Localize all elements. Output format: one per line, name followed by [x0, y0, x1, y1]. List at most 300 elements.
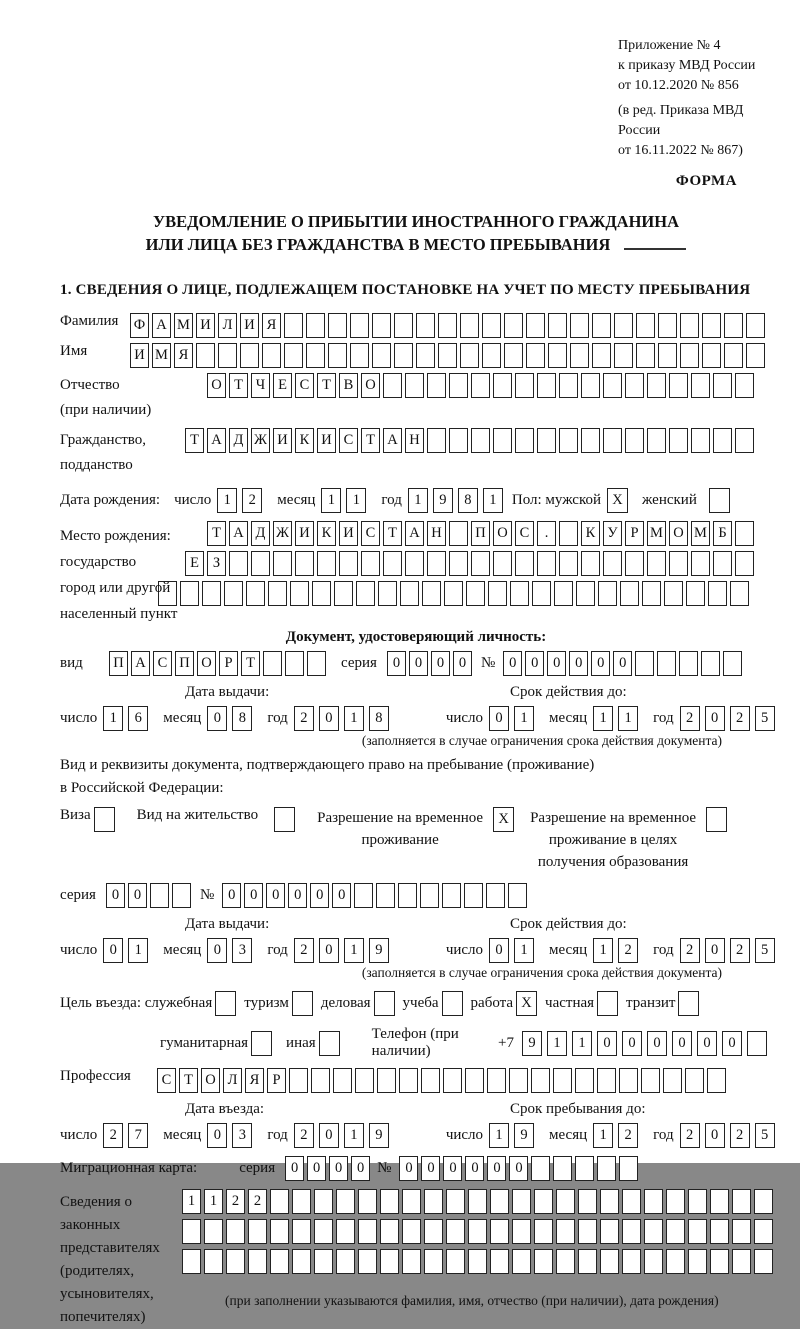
char-cell[interactable]: Н [427, 521, 446, 546]
char-cell[interactable] [307, 651, 326, 676]
char-cell[interactable]: 2 [680, 1123, 700, 1148]
char-cell[interactable] [730, 581, 749, 606]
char-cell[interactable] [622, 1249, 641, 1274]
char-cell[interactable]: 5 [755, 1123, 775, 1148]
checkbox-tourism[interactable] [292, 991, 313, 1016]
char-cell[interactable] [314, 1189, 333, 1214]
char-cell[interactable] [663, 1068, 682, 1093]
char-cell[interactable]: А [229, 521, 248, 546]
char-cell[interactable] [600, 1189, 619, 1214]
char-cell[interactable] [570, 313, 589, 338]
char-cell[interactable]: 0 [705, 938, 725, 963]
char-cell[interactable]: 0 [525, 651, 544, 676]
char-cell[interactable]: 1 [547, 1031, 567, 1056]
char-cell[interactable] [680, 313, 699, 338]
res-issue-day-cells[interactable] [103, 938, 153, 963]
char-cell[interactable] [512, 1249, 531, 1274]
char-cell[interactable] [619, 1068, 638, 1093]
char-cell[interactable]: Р [267, 1068, 286, 1093]
char-cell[interactable]: 0 [244, 883, 263, 908]
checkbox-temp-residence-edu[interactable] [706, 807, 727, 832]
char-cell[interactable]: 8 [458, 488, 478, 513]
char-cell[interactable] [509, 1068, 528, 1093]
char-cell[interactable] [512, 1189, 531, 1214]
mig-number-cells[interactable] [399, 1156, 641, 1181]
char-cell[interactable] [468, 1219, 487, 1244]
char-cell[interactable] [263, 651, 282, 676]
char-cell[interactable] [226, 1219, 245, 1244]
char-cell[interactable]: 0 [591, 651, 610, 676]
char-cell[interactable]: 0 [319, 938, 339, 963]
char-cell[interactable]: А [405, 521, 424, 546]
char-cell[interactable] [405, 551, 424, 576]
citizenship-cells[interactable] [185, 428, 757, 453]
char-cell[interactable] [575, 1156, 594, 1181]
char-cell[interactable]: 2 [226, 1189, 245, 1214]
char-cell[interactable] [600, 1249, 619, 1274]
char-cell[interactable]: 0 [622, 1031, 642, 1056]
char-cell[interactable] [398, 883, 417, 908]
char-cell[interactable]: 0 [487, 1156, 506, 1181]
char-cell[interactable] [581, 428, 600, 453]
char-cell[interactable] [679, 651, 698, 676]
id-issue-year-cells[interactable] [294, 706, 394, 731]
char-cell[interactable] [644, 1189, 663, 1214]
char-cell[interactable] [400, 581, 419, 606]
char-cell[interactable] [464, 883, 483, 908]
char-cell[interactable]: 9 [369, 938, 389, 963]
checkbox-humanitarian[interactable] [251, 1031, 272, 1056]
char-cell[interactable] [622, 1189, 641, 1214]
char-cell[interactable] [556, 1189, 575, 1214]
char-cell[interactable]: 1 [204, 1189, 223, 1214]
char-cell[interactable]: 1 [514, 938, 534, 963]
char-cell[interactable] [295, 551, 314, 576]
char-cell[interactable]: П [471, 521, 490, 546]
char-cell[interactable] [226, 1249, 245, 1274]
char-cell[interactable]: Я [262, 313, 281, 338]
birth-place-cells-row1[interactable] [207, 521, 757, 546]
char-cell[interactable] [378, 581, 397, 606]
char-cell[interactable]: 0 [266, 883, 285, 908]
repr-cells-row2[interactable] [182, 1219, 776, 1244]
char-cell[interactable] [460, 343, 479, 368]
char-cell[interactable]: 1 [344, 706, 364, 731]
char-cell[interactable]: 1 [593, 706, 613, 731]
char-cell[interactable]: С [295, 373, 314, 398]
char-cell[interactable] [515, 428, 534, 453]
char-cell[interactable] [724, 343, 743, 368]
checkbox-official[interactable] [215, 991, 236, 1016]
char-cell[interactable] [754, 1219, 773, 1244]
char-cell[interactable]: 0 [128, 883, 147, 908]
char-cell[interactable]: 0 [672, 1031, 692, 1056]
char-cell[interactable] [635, 651, 654, 676]
char-cell[interactable]: 0 [613, 651, 632, 676]
char-cell[interactable] [449, 521, 468, 546]
char-cell[interactable] [150, 883, 169, 908]
char-cell[interactable]: 1 [182, 1189, 201, 1214]
char-cell[interactable]: Д [229, 428, 248, 453]
char-cell[interactable] [468, 1249, 487, 1274]
char-cell[interactable] [180, 581, 199, 606]
char-cell[interactable]: Т [241, 651, 260, 676]
char-cell[interactable]: 0 [465, 1156, 484, 1181]
char-cell[interactable]: 0 [547, 651, 566, 676]
char-cell[interactable]: Т [229, 373, 248, 398]
checkbox-residence-permit[interactable] [274, 807, 295, 832]
char-cell[interactable] [669, 373, 688, 398]
char-cell[interactable]: 0 [597, 1031, 617, 1056]
char-cell[interactable] [372, 343, 391, 368]
char-cell[interactable] [421, 1068, 440, 1093]
char-cell[interactable] [405, 373, 424, 398]
char-cell[interactable]: 0 [329, 1156, 348, 1181]
char-cell[interactable]: 3 [232, 1123, 252, 1148]
char-cell[interactable]: 1 [593, 938, 613, 963]
stay-year-cells[interactable] [680, 1123, 780, 1148]
birth-day-cells[interactable] [217, 488, 267, 513]
char-cell[interactable]: А [131, 651, 150, 676]
char-cell[interactable] [229, 551, 248, 576]
char-cell[interactable] [471, 428, 490, 453]
char-cell[interactable] [490, 1189, 509, 1214]
char-cell[interactable] [471, 373, 490, 398]
id-valid-day-cells[interactable] [489, 706, 539, 731]
char-cell[interactable]: 2 [103, 1123, 123, 1148]
char-cell[interactable]: Л [218, 313, 237, 338]
char-cell[interactable]: О [201, 1068, 220, 1093]
char-cell[interactable] [701, 651, 720, 676]
char-cell[interactable]: 0 [207, 938, 227, 963]
char-cell[interactable] [556, 1219, 575, 1244]
stay-day-cells[interactable] [489, 1123, 539, 1148]
char-cell[interactable] [625, 551, 644, 576]
char-cell[interactable] [202, 581, 221, 606]
char-cell[interactable] [510, 581, 529, 606]
char-cell[interactable]: 0 [399, 1156, 418, 1181]
char-cell[interactable] [732, 1189, 751, 1214]
birth-month-cells[interactable] [321, 488, 371, 513]
char-cell[interactable] [380, 1189, 399, 1214]
char-cell[interactable] [468, 1189, 487, 1214]
checkbox-work[interactable]: X [516, 991, 537, 1016]
checkbox-other[interactable] [319, 1031, 340, 1056]
char-cell[interactable]: 0 [285, 1156, 304, 1181]
char-cell[interactable] [424, 1219, 443, 1244]
char-cell[interactable]: 1 [514, 706, 534, 731]
char-cell[interactable]: 1 [128, 938, 148, 963]
char-cell[interactable]: А [152, 313, 171, 338]
char-cell[interactable]: 8 [232, 706, 252, 731]
char-cell[interactable] [394, 343, 413, 368]
char-cell[interactable] [416, 313, 435, 338]
char-cell[interactable] [578, 1249, 597, 1274]
char-cell[interactable]: Ч [251, 373, 270, 398]
char-cell[interactable] [376, 883, 395, 908]
char-cell[interactable] [614, 343, 633, 368]
char-cell[interactable] [246, 581, 265, 606]
char-cell[interactable] [270, 1189, 289, 1214]
char-cell[interactable] [427, 551, 446, 576]
char-cell[interactable] [636, 313, 655, 338]
checkbox-business[interactable] [374, 991, 395, 1016]
char-cell[interactable] [446, 1189, 465, 1214]
char-cell[interactable] [658, 313, 677, 338]
char-cell[interactable]: 2 [680, 706, 700, 731]
char-cell[interactable] [380, 1219, 399, 1244]
char-cell[interactable] [490, 1219, 509, 1244]
char-cell[interactable] [597, 1068, 616, 1093]
char-cell[interactable]: М [647, 521, 666, 546]
char-cell[interactable] [504, 343, 523, 368]
char-cell[interactable] [487, 1068, 506, 1093]
char-cell[interactable] [559, 428, 578, 453]
char-cell[interactable]: 1 [572, 1031, 592, 1056]
char-cell[interactable] [537, 373, 556, 398]
char-cell[interactable]: 2 [294, 938, 314, 963]
char-cell[interactable] [443, 1068, 462, 1093]
char-cell[interactable]: К [317, 521, 336, 546]
char-cell[interactable] [446, 1219, 465, 1244]
char-cell[interactable] [592, 313, 611, 338]
char-cell[interactable] [735, 521, 754, 546]
char-cell[interactable] [644, 1219, 663, 1244]
char-cell[interactable]: С [153, 651, 172, 676]
char-cell[interactable] [581, 551, 600, 576]
char-cell[interactable] [553, 1156, 572, 1181]
id-valid-month-cells[interactable] [593, 706, 643, 731]
char-cell[interactable]: 0 [697, 1031, 717, 1056]
char-cell[interactable]: Л [223, 1068, 242, 1093]
char-cell[interactable] [669, 551, 688, 576]
char-cell[interactable] [383, 373, 402, 398]
char-cell[interactable]: 1 [483, 488, 503, 513]
char-cell[interactable] [746, 343, 765, 368]
char-cell[interactable] [641, 1068, 660, 1093]
char-cell[interactable] [532, 581, 551, 606]
res-series-cells[interactable] [106, 883, 194, 908]
char-cell[interactable] [270, 1249, 289, 1274]
char-cell[interactable] [336, 1219, 355, 1244]
char-cell[interactable]: 1 [103, 706, 123, 731]
char-cell[interactable]: Н [405, 428, 424, 453]
res-number-cells[interactable] [222, 883, 530, 908]
char-cell[interactable] [380, 1249, 399, 1274]
char-cell[interactable]: Б [713, 521, 732, 546]
char-cell[interactable] [735, 428, 754, 453]
char-cell[interactable] [620, 581, 639, 606]
char-cell[interactable] [358, 1249, 377, 1274]
char-cell[interactable]: С [361, 521, 380, 546]
char-cell[interactable]: И [317, 428, 336, 453]
char-cell[interactable] [493, 428, 512, 453]
char-cell[interactable] [713, 551, 732, 576]
char-cell[interactable] [471, 551, 490, 576]
char-cell[interactable]: 0 [705, 1123, 725, 1148]
char-cell[interactable] [559, 551, 578, 576]
char-cell[interactable]: 2 [248, 1189, 267, 1214]
char-cell[interactable] [691, 373, 710, 398]
char-cell[interactable] [534, 1189, 553, 1214]
char-cell[interactable] [732, 1219, 751, 1244]
char-cell[interactable] [625, 428, 644, 453]
char-cell[interactable]: 7 [128, 1123, 148, 1148]
char-cell[interactable] [394, 313, 413, 338]
char-cell[interactable] [314, 1249, 333, 1274]
char-cell[interactable]: 2 [294, 1123, 314, 1148]
char-cell[interactable] [424, 1189, 443, 1214]
char-cell[interactable]: 0 [705, 706, 725, 731]
char-cell[interactable] [537, 428, 556, 453]
char-cell[interactable] [723, 651, 742, 676]
char-cell[interactable] [622, 1219, 641, 1244]
char-cell[interactable] [292, 1219, 311, 1244]
char-cell[interactable]: 2 [242, 488, 262, 513]
char-cell[interactable] [713, 428, 732, 453]
char-cell[interactable]: З [207, 551, 226, 576]
char-cell[interactable]: 0 [569, 651, 588, 676]
char-cell[interactable] [350, 313, 369, 338]
char-cell[interactable] [576, 581, 595, 606]
char-cell[interactable] [336, 1249, 355, 1274]
char-cell[interactable] [416, 343, 435, 368]
char-cell[interactable]: О [207, 373, 226, 398]
char-cell[interactable]: О [669, 521, 688, 546]
char-cell[interactable] [248, 1249, 267, 1274]
char-cell[interactable] [336, 1189, 355, 1214]
char-cell[interactable]: 2 [294, 706, 314, 731]
char-cell[interactable]: Р [625, 521, 644, 546]
char-cell[interactable]: Т [383, 521, 402, 546]
char-cell[interactable] [710, 1189, 729, 1214]
char-cell[interactable] [526, 313, 545, 338]
char-cell[interactable]: 0 [332, 883, 351, 908]
char-cell[interactable]: Ж [273, 521, 292, 546]
char-cell[interactable]: 9 [433, 488, 453, 513]
char-cell[interactable] [486, 883, 505, 908]
char-cell[interactable]: 0 [431, 651, 450, 676]
char-cell[interactable]: 0 [319, 1123, 339, 1148]
char-cell[interactable] [306, 343, 325, 368]
char-cell[interactable] [559, 521, 578, 546]
char-cell[interactable]: 1 [489, 1123, 509, 1148]
char-cell[interactable]: 0 [351, 1156, 370, 1181]
char-cell[interactable] [311, 1068, 330, 1093]
char-cell[interactable] [488, 581, 507, 606]
char-cell[interactable] [592, 343, 611, 368]
char-cell[interactable]: 0 [319, 706, 339, 731]
char-cell[interactable]: 0 [222, 883, 241, 908]
char-cell[interactable] [218, 343, 237, 368]
char-cell[interactable] [196, 343, 215, 368]
char-cell[interactable]: 1 [344, 938, 364, 963]
char-cell[interactable]: Т [361, 428, 380, 453]
char-cell[interactable] [262, 343, 281, 368]
char-cell[interactable] [504, 313, 523, 338]
char-cell[interactable]: Ф [130, 313, 149, 338]
char-cell[interactable]: 0 [310, 883, 329, 908]
char-cell[interactable] [372, 313, 391, 338]
char-cell[interactable]: 0 [722, 1031, 742, 1056]
char-cell[interactable] [669, 428, 688, 453]
char-cell[interactable]: 0 [288, 883, 307, 908]
char-cell[interactable]: 2 [618, 1123, 638, 1148]
checkbox-transit[interactable] [678, 991, 699, 1016]
char-cell[interactable]: 1 [346, 488, 366, 513]
char-cell[interactable] [746, 313, 765, 338]
char-cell[interactable] [570, 343, 589, 368]
char-cell[interactable] [358, 1219, 377, 1244]
char-cell[interactable] [354, 883, 373, 908]
char-cell[interactable] [442, 883, 461, 908]
char-cell[interactable] [603, 373, 622, 398]
char-cell[interactable] [446, 1249, 465, 1274]
char-cell[interactable]: 0 [443, 1156, 462, 1181]
char-cell[interactable] [334, 581, 353, 606]
char-cell[interactable] [482, 343, 501, 368]
char-cell[interactable] [526, 343, 545, 368]
char-cell[interactable]: И [130, 343, 149, 368]
surname-cells[interactable] [130, 313, 768, 338]
char-cell[interactable] [284, 313, 303, 338]
char-cell[interactable] [710, 1219, 729, 1244]
char-cell[interactable]: П [109, 651, 128, 676]
char-cell[interactable] [686, 581, 705, 606]
res-issue-year-cells[interactable] [294, 938, 394, 963]
checkbox-study[interactable] [442, 991, 463, 1016]
char-cell[interactable]: М [152, 343, 171, 368]
char-cell[interactable] [306, 313, 325, 338]
char-cell[interactable]: О [493, 521, 512, 546]
char-cell[interactable] [708, 581, 727, 606]
char-cell[interactable] [493, 551, 512, 576]
char-cell[interactable] [647, 428, 666, 453]
char-cell[interactable]: Е [273, 373, 292, 398]
char-cell[interactable] [312, 581, 331, 606]
char-cell[interactable] [284, 343, 303, 368]
repr-cells-row3[interactable] [182, 1249, 776, 1274]
checkbox-temp-residence[interactable]: X [493, 807, 514, 832]
char-cell[interactable]: 6 [128, 706, 148, 731]
repr-cells-row1[interactable] [182, 1189, 776, 1214]
char-cell[interactable]: О [197, 651, 216, 676]
char-cell[interactable] [383, 551, 402, 576]
res-issue-month-cells[interactable] [207, 938, 257, 963]
char-cell[interactable] [666, 1219, 685, 1244]
res-valid-day-cells[interactable] [489, 938, 539, 963]
char-cell[interactable] [182, 1249, 201, 1274]
char-cell[interactable]: Я [245, 1068, 264, 1093]
char-cell[interactable] [658, 343, 677, 368]
char-cell[interactable] [427, 428, 446, 453]
char-cell[interactable] [355, 1068, 374, 1093]
char-cell[interactable] [581, 373, 600, 398]
checkbox-male[interactable]: X [607, 488, 628, 513]
char-cell[interactable] [449, 373, 468, 398]
char-cell[interactable] [402, 1219, 421, 1244]
char-cell[interactable] [422, 581, 441, 606]
char-cell[interactable]: А [383, 428, 402, 453]
char-cell[interactable] [553, 1068, 572, 1093]
birth-place-cells-row2[interactable] [185, 551, 757, 576]
char-cell[interactable] [512, 1219, 531, 1244]
char-cell[interactable] [402, 1249, 421, 1274]
char-cell[interactable]: М [691, 521, 710, 546]
char-cell[interactable] [515, 551, 534, 576]
char-cell[interactable] [424, 1249, 443, 1274]
char-cell[interactable]: 0 [207, 706, 227, 731]
